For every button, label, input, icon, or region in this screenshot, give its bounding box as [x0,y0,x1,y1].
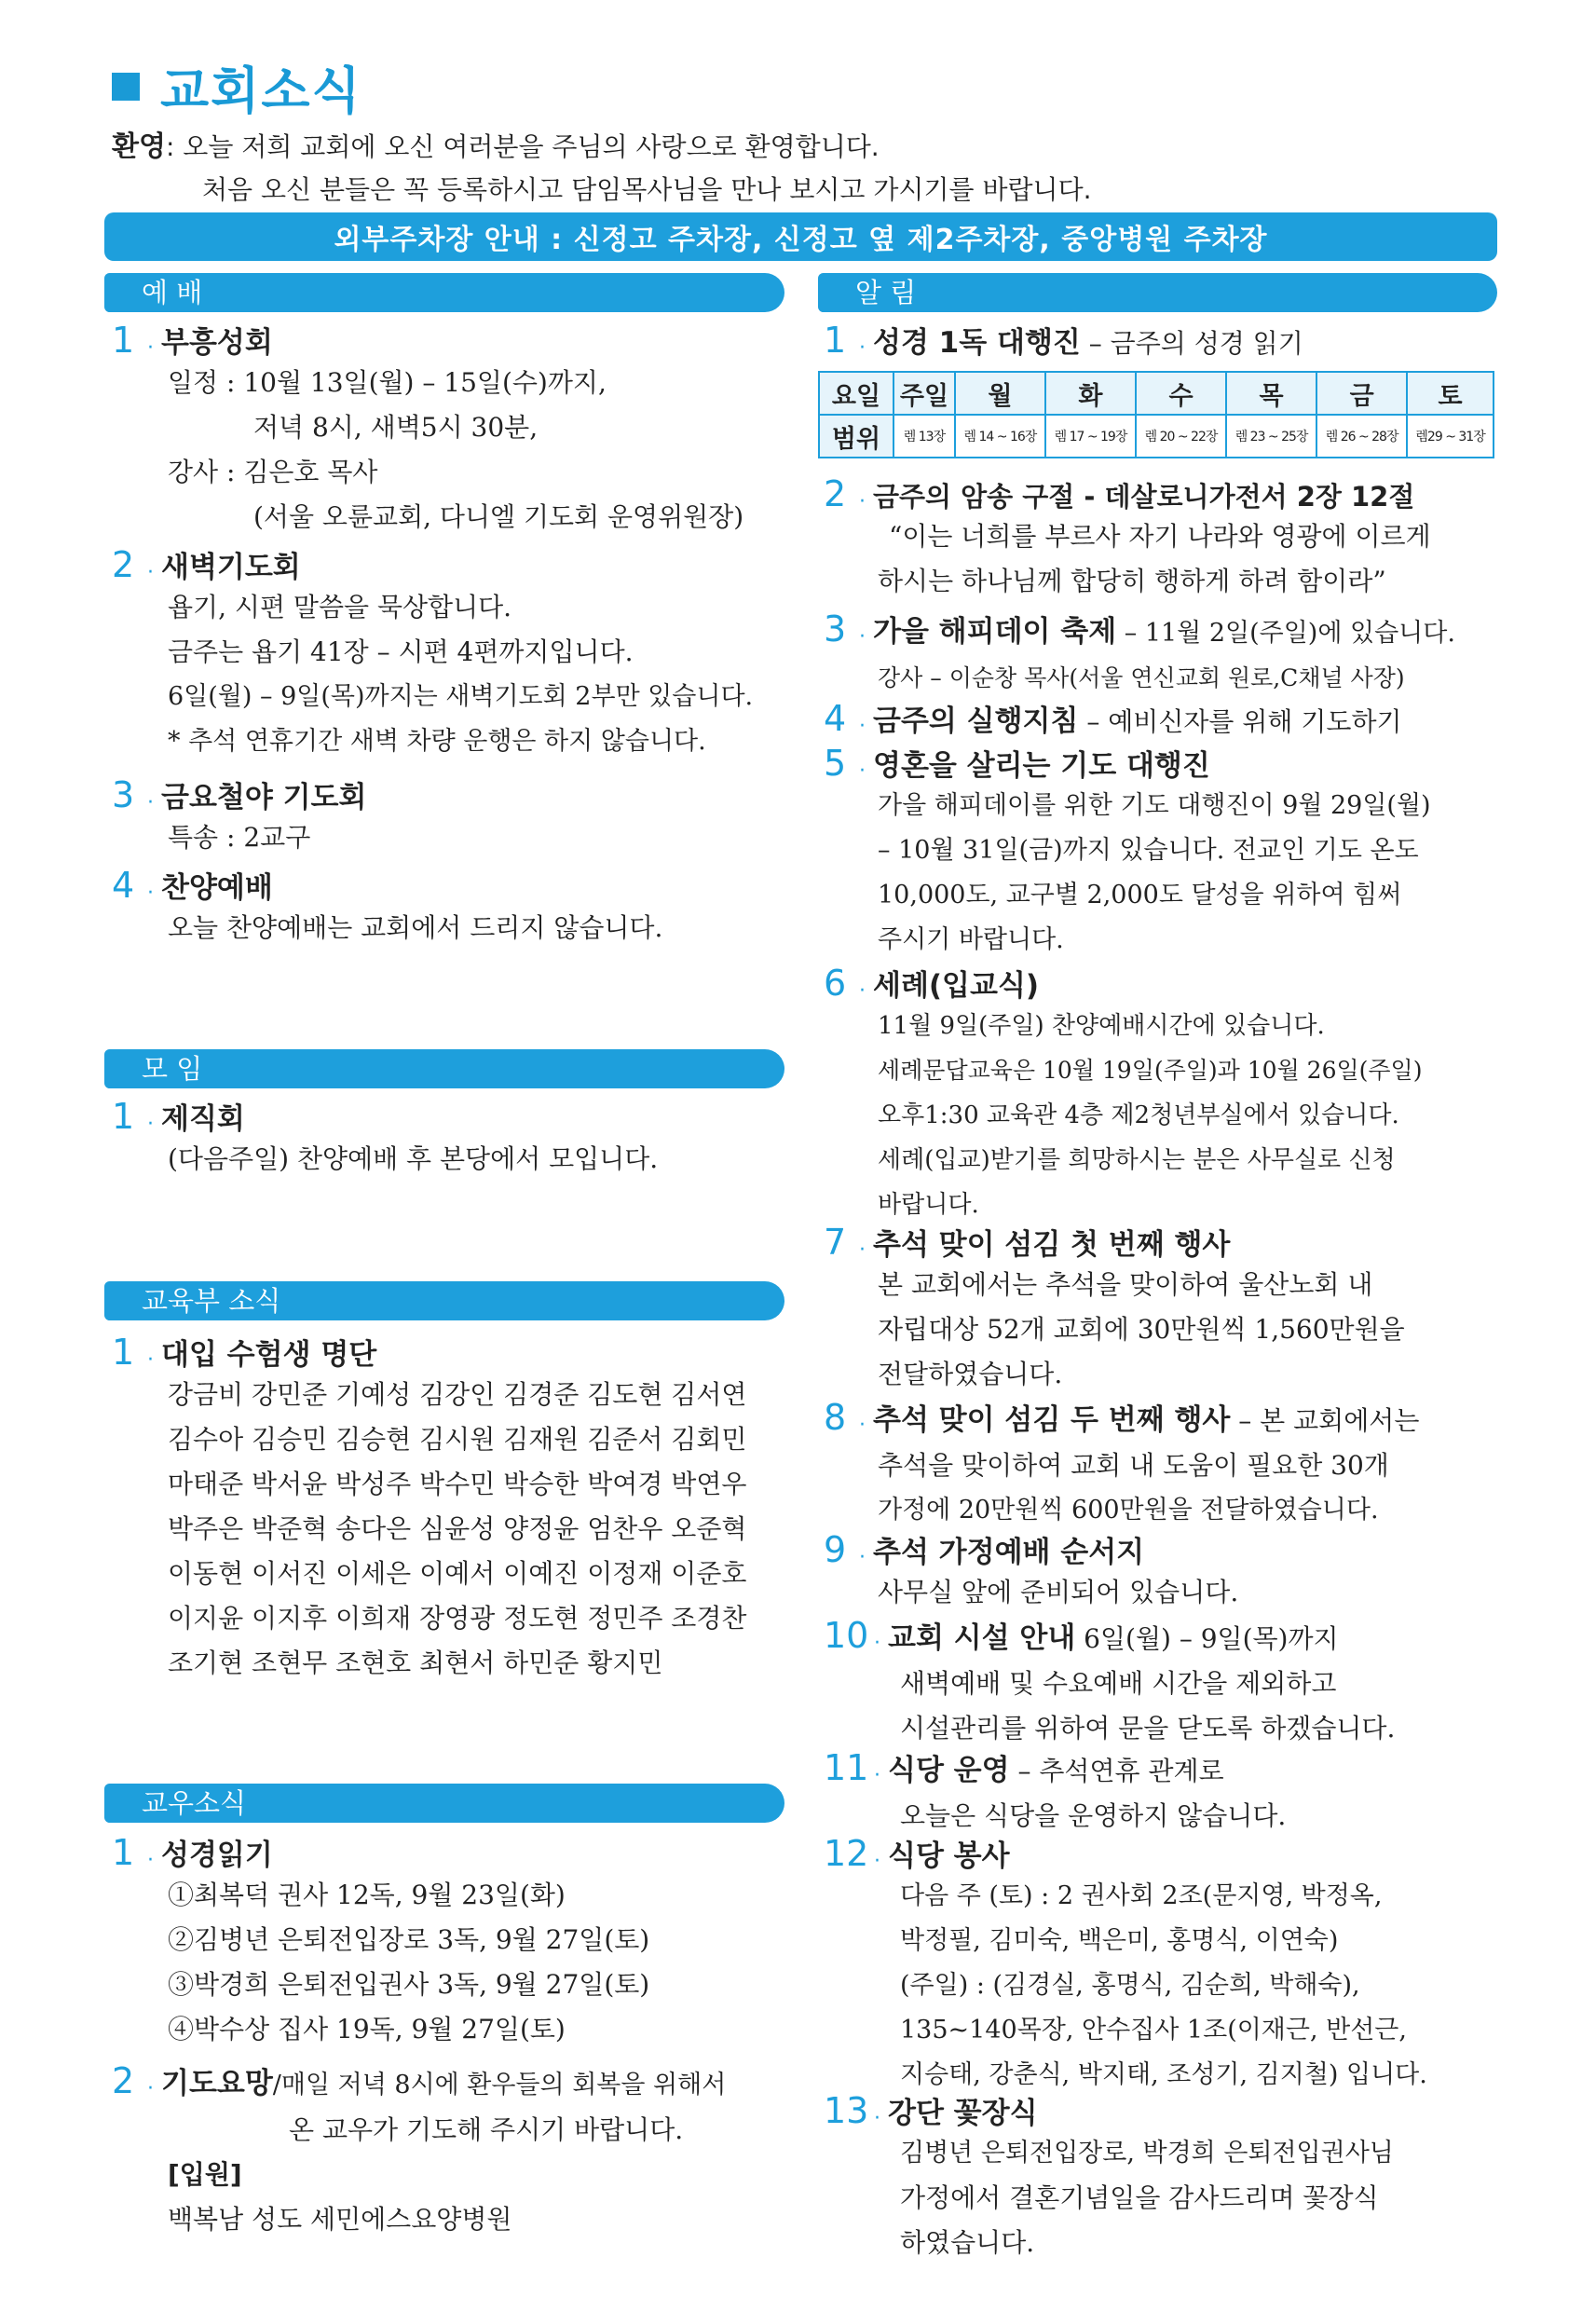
item-line: 사무실 앞에 준비되어 있습니다. [878,1577,1239,1607]
item-line: (주일) : (김경실, 홍명식, 김순희, 박해숙), [900,1971,1360,2000]
parking-banner: 외부주차장 안내 : 신정고 주차장, 신정고 옆 제2주차장, 중앙병원 주차장 [104,212,1497,261]
page-header [112,54,362,119]
item-line: 금주는 욥기 41장 – 시편 4편까지입니다. [168,636,634,667]
item-title: 금주의 암송 구절 - 데살로니가전서 2장 12절 [873,481,1415,513]
item-title: 추석 가정예배 순서지 [873,1536,1145,1569]
item-number: 4 [824,698,847,739]
item-title: 대입 수험생 명단 [161,1338,377,1372]
item-number: 13 [824,2090,869,2131]
item-title-suffix: – 추석연휴 관계로 [1009,1756,1224,1786]
item-line: 백복남 성도 세민에스요양병원 [168,2204,512,2235]
page-title: 교회소식 [160,61,362,120]
worship-item-3: 3 · 금요철야 기도회 특송 : 2교구 [112,773,366,860]
item-number: 9 [824,1529,847,1570]
item-title: 추석 맞이 섬김 두 번째 행사 [873,1403,1231,1437]
table-day-cell: 월 [955,372,1045,415]
item-line: 가정에 20만원씩 600만원을 전달하였습니다. [878,1496,1379,1525]
worship-item-1: 1 · 부흥성회 일정 : 10월 13일(월) – 15일(수)까지, 저녁 8시, 새벽5시 30분, 강사 : 김은호 목사 (서울 오륜교회, 다니엘 기도회 운영위원장) [112,319,743,540]
item-number: 8 [824,1397,847,1438]
item-line: (다음주일) 찬양예배 후 본당에서 모입니다. [168,1143,659,1174]
item-number: 10 [824,1615,869,1656]
item-line: 저녁 8시, 새벽5시 30분, [253,412,539,443]
item-line: ①최복덕 권사 12독, 9월 23일(화) [168,1880,566,1910]
item-line: 오늘 찬양예배는 교회에서 드리지 않습니다. [168,912,663,943]
item-title-suffix: – 금주의 성경 읽기 [1080,328,1303,359]
student-list-line: 조기현 조현무 조현호 최현서 하민준 황지민 [168,1648,663,1678]
item-title: 추석 맞이 섬김 첫 번째 행사 [873,1228,1231,1262]
notice-item-10: 10 · 교회 시설 안내 6일(월) – 9일(목)까지 새벽예배 및 수요예배 시간을 제외하고 시설관리를 위하여 문을 닫도록 하겠습니다. [824,1614,1395,1751]
item-line: 135~140목장, 안수집사 1조(이재근, 반선근, [900,2016,1407,2044]
notice-item-3: 3 · 가을 해피데이 축제 – 11월 2일(주일)에 있습니다. 강사 – 이순창 목사(서울 연신교회 원로,C채널 사장) [824,608,1455,701]
bible-reading-table [818,371,1494,458]
item-number: 1 [112,1832,135,1873]
item-line: 자립대상 52개 교회에 30만원씩 1,560만원을 [878,1314,1405,1345]
worship-item-2: 2 · 새벽기도회 욥기, 시편 말씀을 묵상합니다. 금주는 욥기 41장 – 시편 4편까지입니다. 6일(월) – 9일(목)까지는 새벽기도회 2부만 있습니다. * 추석 연휴기간 새벽 차량 운행은 하지 않습니다. [112,543,753,764]
table-range-cell: 렘29 ~ 31장 [1407,415,1494,458]
item-title: 부흥성회 [161,326,273,360]
table-range-cell: 렘 23 ~ 25장 [1226,415,1316,458]
notice-item-9: 9 · 추석 가정예배 순서지 사무실 앞에 준비되어 있습니다. [824,1528,1238,1615]
item-number: 3 [824,609,847,650]
table-day-cell: 목 [1226,372,1316,415]
item-line: 박정필, 김미숙, 백은미, 홍명식, 이연숙) [900,1926,1339,1955]
item-title: 가을 해피데이 축제 [873,615,1117,649]
item-line: 세례(입교)받기를 희망하시는 분은 사무실로 신청 [878,1146,1396,1174]
members-item-2: 2 · 기도요망/매일 저녁 8시에 환우들의 회복을 위해서 온 교우가 기도해 주시기 바랍니다. [입원] 백복남 성도 세민에스요양병원 [112,2059,726,2242]
item-line: 김병년 은퇴전입장로, 박경희 은퇴전입권사님 [900,2139,1394,2167]
item-title-suffix: – 예비신자를 위해 기도하기 [1078,706,1402,737]
item-line: 시설관리를 위하여 문을 닫도록 하겠습니다. [900,1713,1396,1744]
item-line: 하시는 하나님께 합당히 행하게 하려 함이라” [878,566,1386,596]
table-day-cell: 화 [1045,372,1136,415]
item-line: * 추석 연휴기간 새벽 차량 운행은 하지 않습니다. [168,727,706,756]
table-day-cell: 토 [1407,372,1494,415]
table-day-cell: 주일 [893,372,955,415]
education-item-1: 1 · 대입 수험생 명단 강금비 강민준 기예성 김강인 김경준 김도현 김서연 김수아 김승민 김승현 김시원 김재원 김준서 김회민 마태준 박서윤 박성주 박수민 박승한 박여경 박연우 박주은 박준혁 송다은 심윤성 양정윤 엄찬우 오준혁 이동현 이서진 이세은 이예서 이예진 이정재 이준호 이지윤 이지후 이희재 장영광 정도현 정민주 조경찬 조기현 조현무 조현호 최현서 하민준 황지민 [112,1331,746,1686]
item-title-suffix: – 11월 2일(주일)에 있습니다. [1116,619,1455,648]
meeting-item-1: 1 · 제직회 (다음주일) 찬양예배 후 본당에서 모입니다. [112,1095,658,1182]
item-line: 전달하였습니다. [878,1359,1063,1389]
item-title: 제직회 [161,1102,245,1136]
item-line: 강사 : 김은호 목사 [168,457,378,487]
item-line: ③박경희 은퇴전입권사 3독, 9월 27일(토) [168,1969,650,2000]
item-number: 4 [112,865,135,906]
table-label-range: 범위 [819,415,893,458]
item-title: 강단 꽃장식 [888,2097,1038,2130]
item-line: 새벽예배 및 수요예배 시간을 제외하고 [900,1668,1337,1699]
item-number: 11 [824,1747,869,1788]
item-line: 다음 주 (토) : 2 권사회 2조(문지영, 박정옥, [900,1881,1383,1910]
notice-item-13: 13 · 강단 꽃장식 김병년 은퇴전입장로, 박경희 은퇴전입권사님 가정에서 결혼기념일을 감사드리며 꽃장식 하였습니다. [824,2089,1394,2265]
item-line: 11월 9일(주일) 찬양예배시간에 있습니다. [878,1012,1325,1040]
table-range-cell: 렘 26 ~ 28장 [1316,415,1407,458]
item-line: – 10월 31일(금)까지 있습니다. 전교인 기도 온도 [878,836,1419,865]
item-title: 세례(입교식) [873,969,1040,1003]
item-line: 6일(월) – 9일(목)까지는 새벽기도회 2부만 있습니다. [168,682,754,711]
title-bullet-square [112,73,140,101]
table-day-cell: 금 [1316,372,1407,415]
item-line: 오후1:30 교육관 4층 제2청년부실에서 있습니다. [878,1101,1399,1129]
item-line: 하였습니다. [900,2227,1035,2258]
student-list-line: 이동현 이서진 이세은 이예서 이예진 이정재 이준호 [168,1558,747,1589]
notice-item-7: 7 · 추석 맞이 섬김 첫 번째 행사 본 교회에서는 추석을 맞이하여 울산노회 내 자립대상 52개 교회에 30만원씩 1,560만원을 전달하였습니다. [824,1221,1405,1397]
student-list-line: 강금비 강민준 기예성 김강인 김경준 김도현 김서연 [168,1379,747,1410]
item-number: 12 [824,1833,869,1874]
item-line: 가을 해피데이를 위한 기도 대행진이 9월 29일(월) [878,791,1431,820]
notice-item-12: 12 · 식당 봉사 다음 주 (토) : 2 권사회 2조(문지영, 박정옥, 박정필, 김미숙, 백은미, 홍명식, 이연숙) (주일) : (김경실, 홍명식, 김순희, 박해숙), 135~140목장, 안수집사 1조(이재근, 반선근, 지승태, 강춘식, 박지태, 조성기, 김지철) 입니다. [824,1832,1427,2098]
item-title: 영혼을 살리는 기도 대행진 [873,749,1210,783]
welcome-line-2: 처음 오신 분들은 꼭 등록하시고 담임목사님을 만나 보시고 가시기를 바랍니다. [202,174,1092,205]
notice-item-5: 5 · 영혼을 살리는 기도 대행진 가을 해피데이를 위한 기도 대행진이 9월 29일(월) – 10월 31일(금)까지 있습니다. 전교인 기도 온도 10,000도, 교구별 2,000도 달성을 위하여 힘써 주시기 바랍니다. [824,742,1431,963]
table-range-cell: 렘 13장 [893,415,955,458]
section-header-notices: 알 림 [818,273,1497,312]
item-line: ④박수상 집사 19독, 9월 27일(토) [168,2014,566,2044]
item-number: 2 [112,544,135,585]
item-title-suffix: /매일 저녁 8시에 환우들의 회복을 위해서 [272,2071,727,2099]
item-number: 1 [112,1332,135,1373]
item-title: 성경 1독 대행진 [873,326,1081,360]
item-line: “이는 너희를 부르사 자기 나라와 영광에 이르게 [889,521,1431,552]
item-line: 가정에서 결혼기념일을 감사드리며 꽃장식 [900,2182,1379,2213]
student-list-line: 김수아 김승민 김승현 김시원 김재원 김준서 김회민 [168,1424,747,1455]
student-list-line: 마태준 박서윤 박성주 박수민 박승한 박여경 박연우 [168,1469,747,1499]
student-list-line: 이지윤 이지후 이희재 장영광 정도현 정민주 조경찬 [168,1603,747,1634]
members-item-1: 1 · 성경읽기 ①최복덕 권사 12독, 9월 23일(화) ②김병년 은퇴전입장로 3독, 9월 27일(토) ③박경희 은퇴전입권사 3독, 9월 27일(토) ④박수상 집사 19독, 9월 27일(토) [112,1831,649,2052]
table-day-cell: 수 [1136,372,1226,415]
item-line: 추석을 맞이하여 교회 내 도움이 필요한 30개 [878,1450,1389,1481]
item-number: 3 [112,774,135,815]
item-number: 1 [112,1096,135,1137]
hospital-label: [입원] [168,2159,242,2190]
welcome-label: 환영 [112,130,166,163]
item-title: 식당 운영 [888,1754,1010,1787]
item-line: 바랍니다. [878,1191,979,1219]
section-header-members: 교우소식 [104,1784,784,1823]
item-line: 강사 – 이순창 목사(서울 연신교회 원로,C채널 사장) [878,664,1405,691]
welcome-line-1: : 오늘 저희 교회에 오신 여러분을 주님의 사랑으로 환영합니다. [165,131,880,162]
notice-item-11: 11 · 식당 운영 – 추석연휴 관계로 오늘은 식당을 운영하지 않습니다. [824,1746,1286,1839]
notice-item-4: 4 · 금주의 실행지침 – 예비신자를 위해 기도하기 [824,698,1402,739]
student-list-line: 박주은 박준혁 송다은 심윤성 양정윤 엄찬우 오준혁 [168,1513,747,1544]
table-range-cell: 렘 17 ~ 19장 [1045,415,1136,458]
item-line: 지승태, 강춘식, 박지태, 조성기, 김지철) 입니다. [900,2060,1427,2089]
item-line: 세례문답교육은 10월 19일(주일)과 10월 26일(주일) [878,1057,1423,1084]
item-title: 교회 시설 안내 [888,1621,1076,1655]
item-title: 새벽기도회 [161,551,301,584]
item-line: 10,000도, 교구별 2,000도 달성을 위하여 힘써 [878,881,1402,909]
notice-item-1: 1 · 성경 1독 대행진 – 금주의 성경 읽기 [824,320,1303,361]
item-number: 1 [824,320,847,361]
item-line: ②김병년 은퇴전입장로 3독, 9월 27일(토) [168,1924,650,1955]
item-title: 식당 봉사 [888,1839,1010,1873]
item-title-suffix: 6일(월) – 9일(목)까지 [1075,1623,1339,1654]
item-line: 욥기, 시편 말씀을 묵상합니다. [168,592,512,622]
item-number: 5 [824,743,847,784]
notice-item-8: 8 · 추석 맞이 섬김 두 번째 행사 – 본 교회에서는 추석을 맞이하여 교회 내 도움이 필요한 30개 가정에 20만원씩 600만원을 전달하였습니다. [824,1396,1419,1533]
section-header-meeting: 모 임 [104,1049,784,1088]
table-range-cell: 렘 20 ~ 22장 [1136,415,1226,458]
item-title: 금요철야 기도회 [161,781,367,814]
item-line: 일정 : 10월 13일(월) – 15일(수)까지, [168,367,607,398]
notice-item-6: 6 · 세례(입교식) 11월 9일(주일) 찬양예배시간에 있습니다. 세례문답교육은 10월 19일(주일)과 10월 26일(주일) 오후1:30 교육관 4층 제2청년부실에서 있습니다. 세례(입교)받기를 희망하시는 분은 사무실로 신청 바랍니다. [824,962,1422,1227]
item-line: 오늘은 식당을 운영하지 않습니다. [900,1800,1287,1831]
item-line: 본 교회에서는 추석을 맞이하여 울산노회 내 [878,1269,1373,1300]
table-range-cell: 렘 14 ~ 16장 [955,415,1045,458]
item-line: (서울 오륜교회, 다니엘 기도회 운영위원장) [253,501,744,532]
item-number: 1 [112,320,135,361]
welcome-message [112,126,1092,212]
item-line: 특송 : 2교구 [168,822,311,853]
item-number: 6 [824,963,847,1004]
worship-item-4: 4 · 찬양예배 오늘 찬양예배는 교회에서 드리지 않습니다. [112,864,662,950]
item-title: 성경읽기 [161,1839,273,1872]
item-title-suffix: – 본 교회에서는 [1230,1405,1420,1436]
notice-item-2: 2 · 금주의 암송 구절 - 데살로니가전서 2장 12절 “이는 너희를 부르사 자기 나라와 영광에 이르게 하시는 하나님께 합당히 행하게 하려 함이라” [824,473,1431,604]
item-title: 금주의 실행지침 [873,704,1079,738]
item-line: 주시기 바랍니다. [878,925,1064,954]
item-number: 2 [824,473,847,514]
item-line: 온 교우가 기도해 주시기 바랍니다. [289,2114,684,2145]
item-title: 기도요망 [161,2067,273,2100]
section-header-education: 교육부 소식 [104,1281,784,1320]
item-number: 2 [112,2060,135,2101]
item-title: 찬양예배 [161,871,273,905]
item-number: 7 [824,1222,847,1263]
section-header-worship: 예 배 [104,273,784,312]
table-label-day: 요일 [819,372,893,415]
